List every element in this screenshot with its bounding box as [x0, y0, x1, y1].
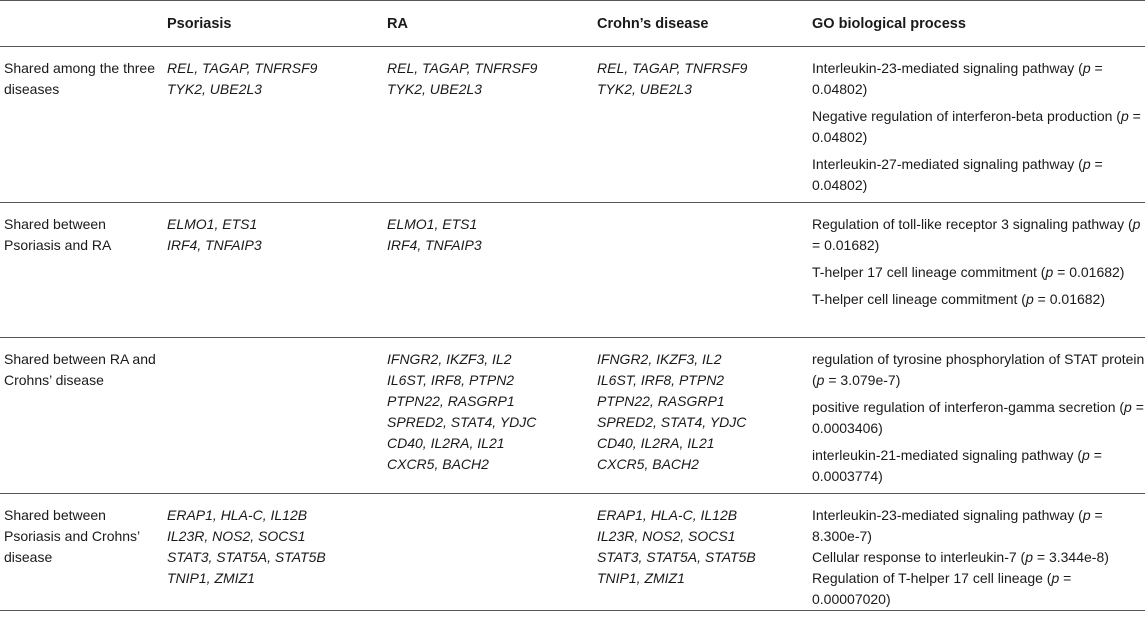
- header-cell-ra: RA: [387, 15, 408, 32]
- go-process-text: Regulation of T-helper 17 cell lineage (: [812, 570, 1052, 586]
- go-process-text: Cellular response to interleukin-7 (: [812, 549, 1026, 565]
- go-process-text: Negative regulation of interferon-beta production (: [812, 108, 1121, 124]
- gene-list-line: ELMO1, ETS1: [387, 216, 478, 232]
- p-symbol: p: [1082, 156, 1091, 172]
- p-value: = 3.079e-7): [824, 372, 901, 388]
- p-symbol: p: [1120, 108, 1129, 124]
- gene-list-line: IRF4, TNFAIP3: [167, 237, 262, 253]
- p-symbol: p: [1082, 60, 1091, 76]
- gene-list-line: ERAP1, HLA-C, IL12B: [597, 507, 738, 523]
- gene-list-line: IRF4, TNFAIP3: [387, 237, 482, 253]
- gene-list-line: IL23R, NOS2, SOCS1: [597, 528, 736, 544]
- gene-list-line: STAT3, STAT5A, STAT5B: [597, 549, 756, 565]
- crohns-genes-cell: [593, 338, 808, 494]
- crohns-genes-cell: [593, 47, 808, 203]
- p-symbol: p: [1124, 399, 1132, 415]
- p-symbol: p: [1082, 507, 1091, 523]
- go-process-item: [812, 214, 1145, 256]
- gene-list-line: ELMO1, ETS1: [167, 216, 258, 232]
- gene-list-line: TYK2, UBE2L3: [387, 81, 482, 97]
- p-value: = 0.00007020): [812, 570, 1072, 607]
- p-value: = 0.0003774): [812, 447, 1102, 484]
- go-process-item: [812, 349, 1145, 391]
- psoriasis-genes-cell: [163, 203, 383, 338]
- go-process-item: [812, 58, 1145, 100]
- header-cell-label: [0, 1, 163, 47]
- go-process-item: [812, 445, 1145, 487]
- gene-list-line: CD40, IL2RA, IL21: [387, 435, 505, 451]
- row-label-cell: Shared between Psoriasis and Crohns’ disease: [4, 507, 140, 565]
- psoriasis-genes-cell: [163, 494, 383, 611]
- p-symbol: p: [1132, 216, 1141, 232]
- row-label-cell: Shared between Psoriasis and RA: [4, 216, 112, 253]
- p-symbol: p: [1045, 264, 1054, 280]
- gene-list-line: REL, TAGAP, TNFRSF9: [167, 60, 318, 76]
- gene-list-line: SPRED2, STAT4, YDJC: [597, 414, 747, 430]
- psoriasis-genes-cell: [163, 338, 383, 494]
- gene-list-line: IL23R, NOS2, SOCS1: [167, 528, 306, 544]
- go-process-text: T-helper cell lineage commitment (: [812, 291, 1026, 307]
- header-row: [0, 1, 1145, 47]
- table-row: [0, 47, 1145, 203]
- p-value: = 0.04802): [812, 156, 1103, 193]
- p-symbol: p: [1025, 291, 1034, 307]
- ra-genes-cell: [383, 47, 593, 203]
- gene-list-line: STAT3, STAT5A, STAT5B: [167, 549, 326, 565]
- go-process-item: [812, 547, 1145, 568]
- gene-list-line: IL6ST, IRF8, PTPN2: [387, 372, 515, 388]
- gene-list-line: REL, TAGAP, TNFRSF9: [597, 60, 748, 76]
- table-row: [0, 203, 1145, 338]
- go-process-text: Regulation of toll-like receptor 3 signaling pathway (: [812, 216, 1133, 232]
- go-process-text: Interleukin-23-mediated signaling pathway (: [812, 507, 1083, 523]
- row-label-cell: Shared between RA and Crohns’ disease: [4, 351, 156, 388]
- gene-list-line: CD40, IL2RA, IL21: [597, 435, 715, 451]
- psoriasis-genes-cell: [163, 47, 383, 203]
- gene-list-line: TNIP1, ZMIZ1: [597, 570, 685, 586]
- go-process-item: [812, 262, 1145, 283]
- p-symbol: p: [1082, 447, 1090, 463]
- p-symbol: p: [1051, 570, 1060, 586]
- p-value: = 0.0003406): [812, 399, 1144, 436]
- p-value: = 0.01682): [1033, 291, 1106, 307]
- p-value: = 0.01682): [1053, 264, 1125, 280]
- go-process-cell: [808, 494, 1145, 611]
- go-process-text: interleukin-21-mediated signaling pathway (: [812, 447, 1083, 463]
- header-cell-crohns: Crohn’s disease: [597, 15, 709, 32]
- go-process-text: Interleukin-27-mediated signaling pathway (: [812, 156, 1083, 172]
- crohns-genes-cell: [593, 203, 808, 338]
- p-value: = 0.04802): [812, 108, 1141, 145]
- table-row: [0, 494, 1145, 611]
- go-process-item: [812, 505, 1145, 547]
- p-symbol: p: [1025, 549, 1034, 565]
- go-process-text: Interleukin-23-mediated signaling pathway (: [812, 60, 1083, 76]
- gene-list-line: ERAP1, HLA-C, IL12B: [167, 507, 308, 523]
- gene-list-line: SPRED2, STAT4, YDJC: [387, 414, 537, 430]
- p-symbol: p: [816, 372, 825, 388]
- go-process-item: [812, 397, 1145, 439]
- go-process-text: positive regulation of interferon-gamma secretion (: [812, 399, 1125, 415]
- crohns-genes-cell: [593, 494, 808, 611]
- p-value: = 0.04802): [812, 60, 1103, 97]
- gene-list-line: IFNGR2, IKZF3, IL2: [387, 351, 512, 367]
- gene-list-line: CXCR5, BACH2: [597, 456, 699, 472]
- ra-genes-cell: [383, 203, 593, 338]
- row-label-cell: Shared among the three diseases: [4, 60, 155, 97]
- go-process-cell: [808, 203, 1145, 338]
- go-process-text: T-helper 17 cell lineage commitment (: [812, 264, 1046, 280]
- gene-list-line: TYK2, UBE2L3: [597, 81, 692, 97]
- ra-genes-cell: [383, 338, 593, 494]
- p-value: = 8.300e-7): [812, 507, 1103, 544]
- header-cell-go: GO biological process: [812, 15, 966, 32]
- go-process-cell: [808, 338, 1145, 494]
- gene-list-line: TNIP1, ZMIZ1: [167, 570, 255, 586]
- go-process-item: [812, 154, 1145, 196]
- go-process-item: [812, 289, 1145, 310]
- gene-list-line: REL, TAGAP, TNFRSF9: [387, 60, 538, 76]
- go-process-text: regulation of tyrosine phosphorylation of STAT protein (: [812, 351, 1145, 388]
- gene-list-line: IL6ST, IRF8, PTPN2: [597, 372, 725, 388]
- go-process-item: [812, 106, 1145, 148]
- gene-list-line: IFNGR2, IKZF3, IL2: [597, 351, 722, 367]
- gene-list-line: CXCR5, BACH2: [387, 456, 489, 472]
- ra-genes-cell: [383, 494, 593, 611]
- gene-list-line: PTPN22, RASGRP1: [597, 393, 725, 409]
- p-value: = 3.344e-8): [1033, 549, 1109, 565]
- go-process-cell: [808, 47, 1145, 203]
- header-cell-psoriasis: Psoriasis: [167, 15, 232, 32]
- gene-list-line: TYK2, UBE2L3: [167, 81, 262, 97]
- p-value: = 0.01682): [812, 237, 880, 253]
- gene-list-line: PTPN22, RASGRP1: [387, 393, 515, 409]
- table-row: [0, 338, 1145, 494]
- go-process-item: [812, 568, 1145, 610]
